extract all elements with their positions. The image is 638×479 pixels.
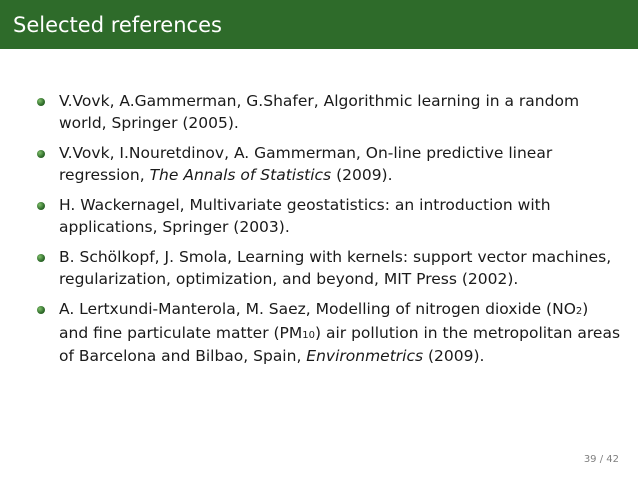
bullet-icon (37, 254, 45, 262)
reference-item (0, 247, 638, 290)
bullet-icon (37, 202, 45, 210)
reference-item (0, 195, 638, 238)
reference-item (0, 91, 638, 134)
page-number: 39 / 42 (583, 454, 619, 465)
reference-item (0, 299, 638, 368)
reference-year: (2009). (331, 165, 393, 184)
reference-text: ) air pollution in the metropolitan areas of Barcelona and Bilbao, Spain, (59, 323, 621, 365)
reference-text: V.Vovk, A.Gammerman, G.Shafer, Algorithmic learning in a random world, Springer (2005). (59, 92, 580, 132)
reference-text: ) and fine particulate matter (PM (59, 300, 589, 342)
reference-text: A. Lertxundi-Manterola, M. Saez, Modelling of nitrogen dioxide (NO (59, 300, 576, 318)
bullet-icon (37, 98, 45, 106)
reference-year: (2009). (423, 347, 485, 365)
reference-text: H. Wackernagel, Multivariate geostatistics: an introduction with applications, Springer (2003). (59, 196, 551, 236)
reference-text: V.Vovk, I.Nouretdinov, A. Gammerman, On-line predictive linear regression, (59, 144, 553, 184)
subscript: 2 (575, 306, 583, 317)
subscript: 10 (302, 329, 316, 341)
journal-name: The Annals of Statistics (149, 165, 332, 184)
reference-list (0, 91, 638, 377)
bullet-icon (37, 306, 45, 314)
bullet-icon (37, 150, 45, 158)
journal-name: Environmetrics (306, 347, 424, 365)
slide-title: Selected references (13, 12, 222, 37)
slide-title-bar (0, 0, 638, 49)
reference-text: B. Schölkopf, J. Smola, Learning with kernels: support vector machines, regularization, optimization, and beyond, MIT Press (2002). (59, 248, 612, 288)
reference-item (0, 143, 638, 186)
